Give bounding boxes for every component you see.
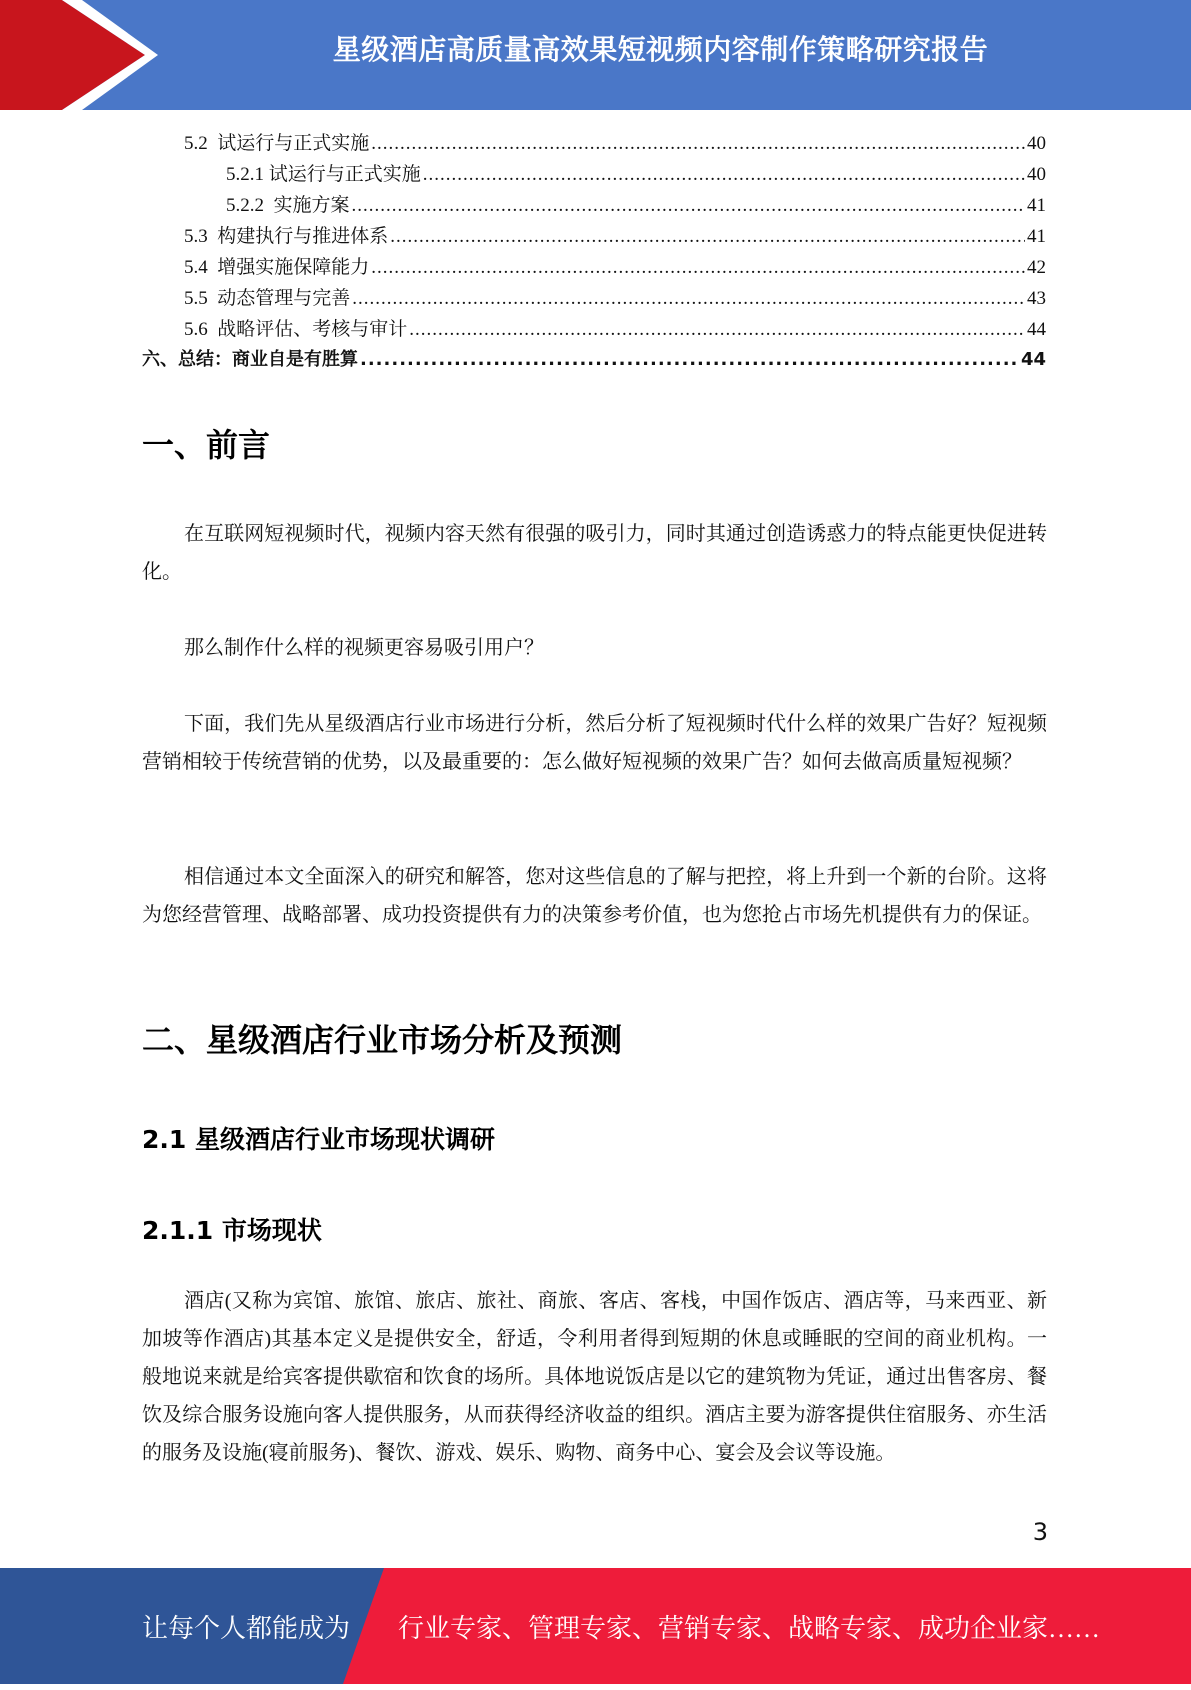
body-paragraph: 在互联网短视频时代，视频内容天然有很强的吸引力，同时其通过创造诱惑力的特点能更快促进转化。 bbox=[142, 523, 1047, 583]
toc-leader-dots bbox=[360, 349, 1019, 370]
toc-entry-label: 六、总结：商业自是有胜算 bbox=[142, 349, 358, 370]
toc-entry-page: 41 bbox=[1027, 195, 1046, 216]
toc-entry-label: 5.2.1 试运行与正式实施 bbox=[226, 164, 421, 185]
toc-leader-dots bbox=[371, 257, 1025, 279]
toc-leader-dots bbox=[371, 133, 1025, 155]
toc-entry-label: 5.2 试运行与正式实施 bbox=[184, 133, 370, 154]
toc-entry-label: 5.2.2 实施方案 bbox=[226, 195, 350, 216]
body-paragraph: 下面，我们先从星级酒店行业市场进行分析，然后分析了短视频时代什么样的效果广告好？短视频营销相较于传统营销的优势，以及最重要的：怎么做好短视频的效果广告？如何去做高质量短视频？ bbox=[142, 713, 1047, 773]
toc-leader-dots bbox=[423, 164, 1025, 186]
report-title: 星级酒店高质量高效果短视频内容制作策略研究报告 bbox=[332, 33, 989, 66]
toc-entry-page: 41 bbox=[1027, 226, 1046, 247]
toc-entry-page: 44 bbox=[1020, 349, 1046, 370]
page-header bbox=[0, 0, 1191, 110]
toc-entry-label: 5.3 构建执行与推进体系 bbox=[184, 226, 389, 247]
body-paragraph: 相信通过本文全面深入的研究和解答，您对这些信息的了解与把控，将上升到一个新的台阶。这将为您经营管理、战略部署、成功投资提供有力的决策参考价值，也为您抢占市场先机提供有力的保证。 bbox=[142, 866, 1047, 926]
footer-slogan-left: 让每个人都能成为 bbox=[142, 1614, 351, 1643]
toc-entry-page: 42 bbox=[1027, 257, 1046, 278]
toc-entry-label: 5.4 增强实施保障能力 bbox=[184, 257, 370, 278]
toc-entry[interactable] bbox=[226, 159, 1046, 189]
page-footer bbox=[0, 1568, 1191, 1684]
toc-entry-page: 40 bbox=[1027, 164, 1046, 185]
toc-leader-dots bbox=[352, 288, 1025, 310]
toc-leader-dots bbox=[390, 226, 1025, 248]
subsection-heading: 2.1.1 市场现状 bbox=[142, 1216, 322, 1245]
section-heading-market: 二、星级酒店行业市场分析及预测 bbox=[142, 1021, 623, 1059]
toc-entry[interactable] bbox=[184, 252, 1046, 282]
toc-entry[interactable] bbox=[184, 314, 1046, 344]
toc-entry[interactable] bbox=[184, 128, 1046, 158]
toc-entry-label: 5.6 战略评估、考核与审计 bbox=[184, 319, 408, 340]
footer-slogan-right: 行业专家、管理专家、营销专家、战略专家、成功企业家…… bbox=[398, 1614, 1101, 1643]
section-heading-preface: 一、前言 bbox=[142, 426, 271, 464]
body-paragraph: 酒店(又称为宾馆、旅馆、旅店、旅社、商旅、客店、客栈，中国作饭店、酒店等，马来西亚、新加坡等作酒店)其基本定义是提供安全，舒适，令利用者得到短期的休息或睡眠的空间的商业机构。一般地说来就是给宾客提供歇宿和饮食的场所。具体地说饭店是以它的建筑物为凭证，通过出售客房、餐饮及综合服务设施向客人提供服务，从而获得经济收益的组织。酒店主要为游客提供住宿服务、亦生活的服务及设施(寝前服务)、餐饮、游戏、娱乐、购物、商务中心、宴会及会议等设施。 bbox=[142, 1290, 1047, 1464]
page-number: 3 bbox=[1032, 1518, 1048, 1546]
toc-entry[interactable] bbox=[142, 345, 1046, 375]
toc-entry[interactable] bbox=[226, 190, 1046, 220]
toc-entry-label: 5.5 动态管理与完善 bbox=[184, 288, 351, 309]
body-paragraph: 那么制作什么样的视频更容易吸引用户？ bbox=[184, 637, 544, 659]
toc-entry-page: 44 bbox=[1027, 319, 1046, 340]
toc-entry-page: 43 bbox=[1027, 288, 1046, 309]
toc-entry-page: 40 bbox=[1027, 133, 1046, 154]
toc-entry[interactable] bbox=[184, 221, 1046, 251]
subsection-heading: 2.1 星级酒店行业市场现状调研 bbox=[142, 1125, 495, 1154]
toc-entry[interactable] bbox=[184, 283, 1046, 313]
toc-leader-dots bbox=[352, 195, 1025, 217]
toc-leader-dots bbox=[409, 319, 1025, 341]
